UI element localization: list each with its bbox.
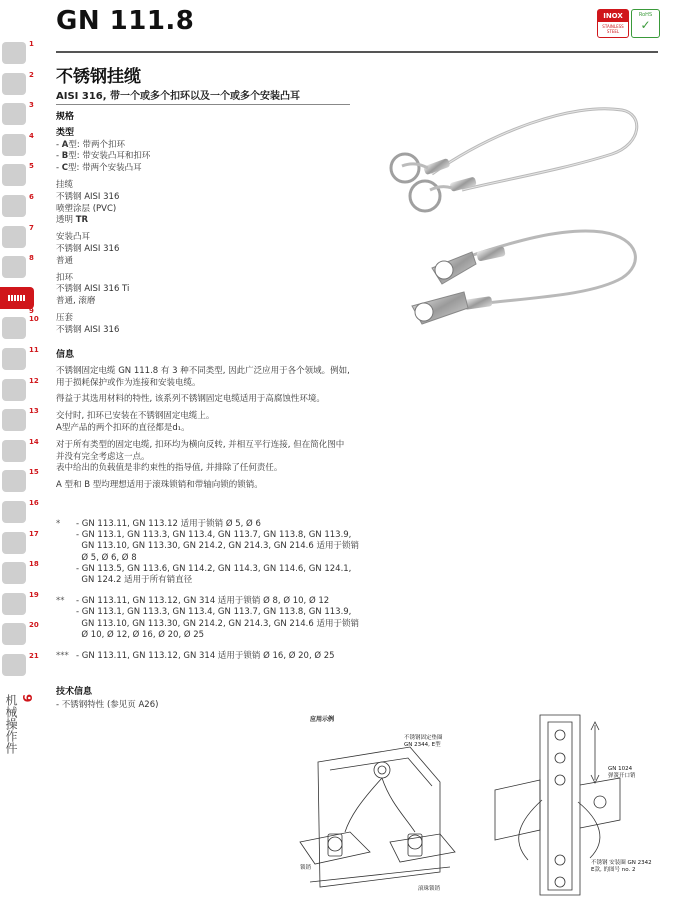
lug-label: 安装凸耳 [56,232,91,243]
chapter-tab-20[interactable] [0,619,40,650]
chapter-icon [2,164,26,186]
chapter-label [4,694,34,754]
chapter-tab-1[interactable] [0,38,40,69]
chapter-icon [2,348,26,370]
inox-badge: INOX STAINLESS STEEL [597,9,629,38]
chapter-tab-number: 2 [29,70,34,79]
label-pin: 锁销 [300,865,312,871]
type-item: - B型: 带安装凸耳和扣环 [56,151,151,162]
info-paragraph: 不锈钢固定电缆 GN 111.8 有 3 种不同类型, 因此广泛应用于各个领域。例如, 用于损耗保护或作为连接和安装电缆。 [56,365,350,388]
spec-heading: 规格 [56,112,75,122]
cable-type-a [391,109,637,211]
chapter-icon [2,379,26,401]
chapter-tab-11[interactable] [0,344,40,375]
subtitle-divider [56,104,350,105]
info-paragraph: 对于所有类型的固定电缆, 扣环均为横向反转, 并相互平行连接, 但在简化图中并没有完全考虑这一点。 表中给出的负载值是非约束性的指导值, 并排除了任何责任。 [56,439,345,474]
chapter-tab-number: 13 [29,407,39,416]
ring-spec [56,284,352,308]
chapter-tab-number: 19 [29,590,39,599]
cable-spec [56,192,352,216]
sleeve-spec [56,325,352,337]
chapter-icon [2,623,26,645]
chapter-tab-number: 18 [29,560,39,569]
chapter-icon [2,195,26,217]
chapter-tab-number: 15 [29,468,39,477]
chapter-tab-14[interactable] [0,436,40,467]
footnote: ** - GN 113.11, GN 113.12, GN 314 适用于锁销 Ø 8, Ø 10, Ø 12 - GN 113.1, GN 113.3, GN 113.4, GN 113.7, GN 113.8, GN 113.9, GN 113.10, GN 113.30, GN 214.2, GN 214.3, GN 214.6 适用于锁销 Ø 10, Ø 12, Ø 16, Ø 20, Ø 25 [56,596,359,640]
chapter-sidebar [0,38,40,680]
chapter-number: 9 [20,694,34,703]
label-fixing-washer: 不锈钢固定垫圈 GN 2344, E型 [404,735,443,748]
chapter-icon [2,562,26,584]
chapter-tab-13[interactable] [0,405,40,436]
chapter-icon [2,42,26,64]
cable-type-c [412,231,635,324]
chapter-tab-12[interactable] [0,375,40,406]
chapter-tab-number: 8 [29,254,34,263]
spec-line: 不锈钢 AISI 316 [56,324,120,335]
chapter-tab-19[interactable] [0,589,40,620]
spec-line: 不锈钢 AISI 316 [56,243,120,254]
product-subtitle: AISI 316, 带一个或多个扣环以及一个或多个安装凸耳 [56,91,301,102]
chapter-icon [2,409,26,431]
chapter-tab-number: 16 [29,498,39,507]
product-photo [372,92,660,342]
chapter-tab-9[interactable] [0,283,40,314]
spec-section [56,112,352,337]
chapter-icon [2,654,26,676]
rohs-badge: RoHS ✓ [631,9,660,38]
spec-line: 喷塑涂层 (PVC) [56,203,117,214]
chapter-tab-number: 6 [29,192,34,201]
cable-label: 挂缆 [56,179,74,190]
chapter-tab-number: 12 [29,376,39,385]
info-heading: 信息 [56,350,75,360]
chapter-icon [2,532,26,554]
chapter-tab-3[interactable] [0,99,40,130]
sleeve-label: 压套 [56,312,74,323]
chapter-icon [2,73,26,95]
chapter-tab-6[interactable] [0,191,40,222]
chapter-tab-8[interactable] [0,252,40,283]
type-list [56,140,352,175]
info-paragraph: 交付时, 扣环已安装在不锈钢固定电缆上。 A型产品的两个扣环的直径都是d₁。 [56,411,215,433]
label-mounting-washer: 不锈钢 安装圈 GN 2342 E款, 的图号 no. 2 [591,860,652,873]
chapter-tab-number: 9 [29,306,34,315]
chapter-tab-number: 11 [29,345,39,354]
type-heading: 类型 [56,127,75,138]
chapter-icon [2,317,26,339]
notes-section [56,519,359,672]
chapter-tab-number: 5 [29,162,34,171]
chapter-tab-10[interactable] [0,313,40,344]
chapter-tab-number: 10 [29,315,39,324]
chapter-tab-17[interactable] [0,528,40,559]
label-spring-pin: GN 1024 弹簧开口销 [608,766,636,779]
chapter-icon [2,470,26,492]
cable-transparent: 透明 TR [56,215,89,226]
header-divider [56,51,658,53]
chapter-tab-2[interactable] [0,69,40,100]
type-item: - C型: 带两个安装凸耳 [56,163,142,174]
page-title: GN 111.8 [56,6,195,36]
chapter-tab-number: 1 [29,40,34,48]
info-section [56,350,352,497]
product-name: 不锈钢挂缆 [56,67,141,87]
chapter-tab-number: 20 [29,621,39,630]
chapter-tab-15[interactable] [0,466,40,497]
chapter-tab-number: 14 [29,437,39,446]
chapter-icon [2,226,26,248]
chapter-tab-5[interactable] [0,160,40,191]
chapter-tab-number: 21 [29,651,39,660]
chapter-icon [0,287,34,309]
chapter-tab-21[interactable] [0,650,40,681]
chapter-icon [2,501,26,523]
info-paragraph: A 型和 B 型均理想适用于滚珠锁销和带轴向锁的锁销。 [56,480,263,491]
tech-item: - 不锈钢特性 (参见页 A26) [56,700,159,710]
chapter-tab-16[interactable] [0,497,40,528]
ring-label: 扣环 [56,272,74,283]
chapter-tab-number: 4 [29,131,34,140]
chapter-tab-number: 17 [29,529,39,538]
spec-line: 普通, 滚磨 [56,296,96,307]
chapter-title: 机械操作件 [4,694,18,754]
info-paragraphs [56,366,352,492]
chapter-icon [2,593,26,615]
footnote: * - GN 113.11, GN 113.12 适用于锁销 Ø 5, Ø 6 - GN 113.1, GN 113.3, GN 113.4, GN 113.7, GN 113.8, GN 113.9, GN 113.10, GN 113.30, GN 214.2, GN 214.3, GN 214.6 适用于锁销 Ø 5, Ø 6, Ø 8 - GN 113.5, GN 113.6, GN 114.2, GN 114.3, GN 114.6, GN 124.1, GN 124.2 适用于所有销直径 [56,519,359,586]
chapter-icon [2,256,26,278]
check-icon: ✓ [640,18,651,32]
tech-heading: 技术信息 [56,687,93,697]
spec-line: 不锈钢 AISI 316 [56,191,120,202]
chapter-tab-18[interactable] [0,558,40,589]
type-item: - A型: 带两个扣环 [56,139,125,150]
lug-spec [56,244,352,268]
chapter-tab-7[interactable] [0,222,40,253]
application-drawing-left [290,722,470,897]
chapter-icon [2,103,26,125]
info-paragraph: 得益于其选用材料的特性, 该系列不锈钢固定电缆适用于高腐蚀性环境。 [56,394,325,405]
chapter-icon [2,134,26,156]
spec-line: 不锈钢 AISI 316 Ti [56,284,130,295]
footnote: *** - GN 113.11, GN 113.12, GN 314 适用于锁销 Ø 16, Ø 20, Ø 25 [56,651,335,662]
label-ball-pin: 滚珠锁销 [418,886,441,892]
application-title: 应用示例 [310,716,335,723]
chapter-tab-number: 3 [29,101,34,110]
spec-line: 普通 [56,255,74,266]
chapter-icon [2,440,26,462]
chapter-tab-4[interactable] [0,130,40,161]
chapter-tab-number: 7 [29,223,34,232]
